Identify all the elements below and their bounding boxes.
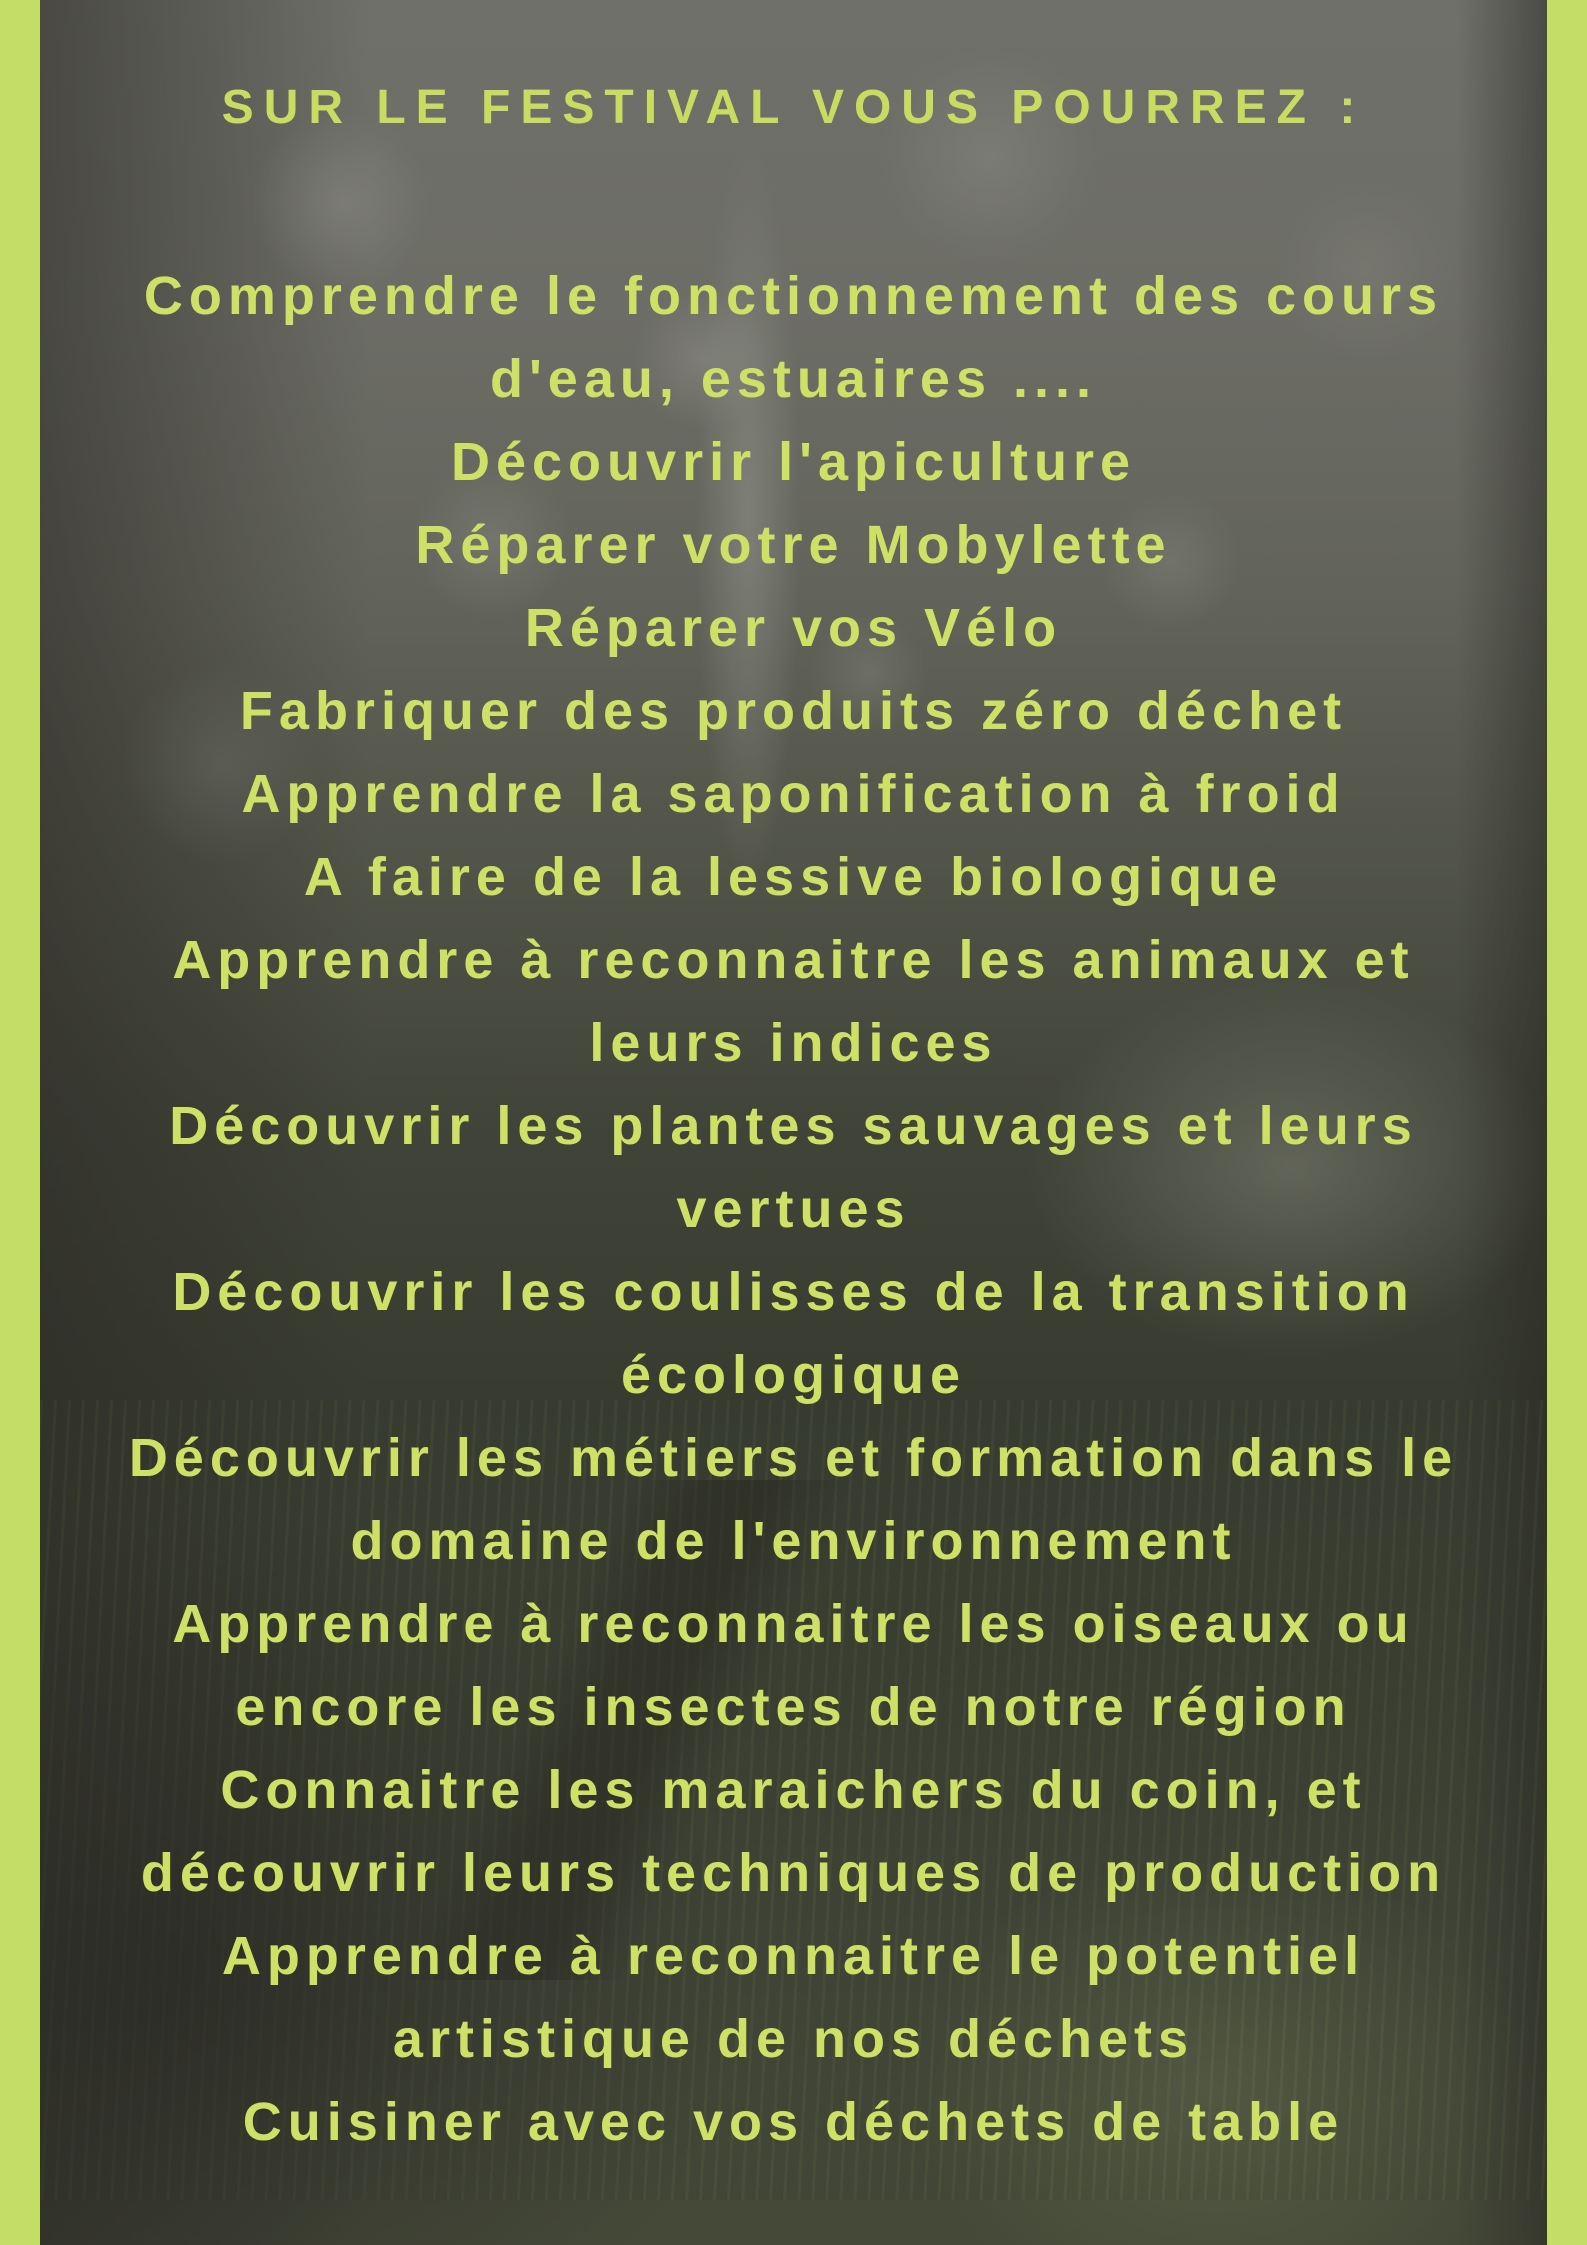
activity-line: leurs indices xyxy=(589,1013,998,1073)
activity-line: Cuisiner avec vos déchets de table xyxy=(242,2092,1345,2152)
activity-line: Découvrir les métiers et formation dans le xyxy=(128,1428,1459,1488)
activity-line: Apprendre à reconnaitre le potentiel xyxy=(221,1926,1366,1986)
activity-line: A faire de la lessive biologique xyxy=(303,847,1284,907)
activity-line: Connaitre les maraichers du coin, et xyxy=(220,1760,1367,1820)
activity-line: Réparer votre Mobylette xyxy=(415,515,1172,575)
activity-line: artistique de nos déchets xyxy=(392,2009,1195,2069)
activity-line: découvrir leurs techniques de production xyxy=(140,1843,1447,1903)
activity-line: Découvrir les coulisses de la transition xyxy=(172,1262,1415,1322)
activity-line: domaine de l'environnement xyxy=(350,1511,1237,1571)
activity-line: Fabriquer des produits zéro déchet xyxy=(239,681,1348,741)
activity-line: Comprendre le fonctionnement des cours xyxy=(143,266,1444,326)
activity-line: Découvrir les plantes sauvages et leurs xyxy=(169,1096,1418,1156)
activity-line: Apprendre la saponification à froid xyxy=(241,764,1346,824)
activity-line: d'eau, estuaires .... xyxy=(489,349,1098,409)
activity-line: vertues xyxy=(676,1179,911,1239)
activity-line: Découvrir l'apiculture xyxy=(451,432,1136,492)
activity-list xyxy=(0,255,1587,2164)
activity-line: Apprendre à reconnaitre les animaux et xyxy=(172,930,1415,990)
poster-title: SUR LE FESTIVAL VOUS POURREZ : xyxy=(221,81,1366,134)
activity-line: Apprendre à reconnaitre les oiseaux ou xyxy=(172,1594,1415,1654)
activity-line: Réparer vos Vélo xyxy=(524,598,1063,658)
activity-line: écologique xyxy=(620,1345,967,1405)
activity-line: encore les insectes de notre région xyxy=(235,1677,1352,1737)
